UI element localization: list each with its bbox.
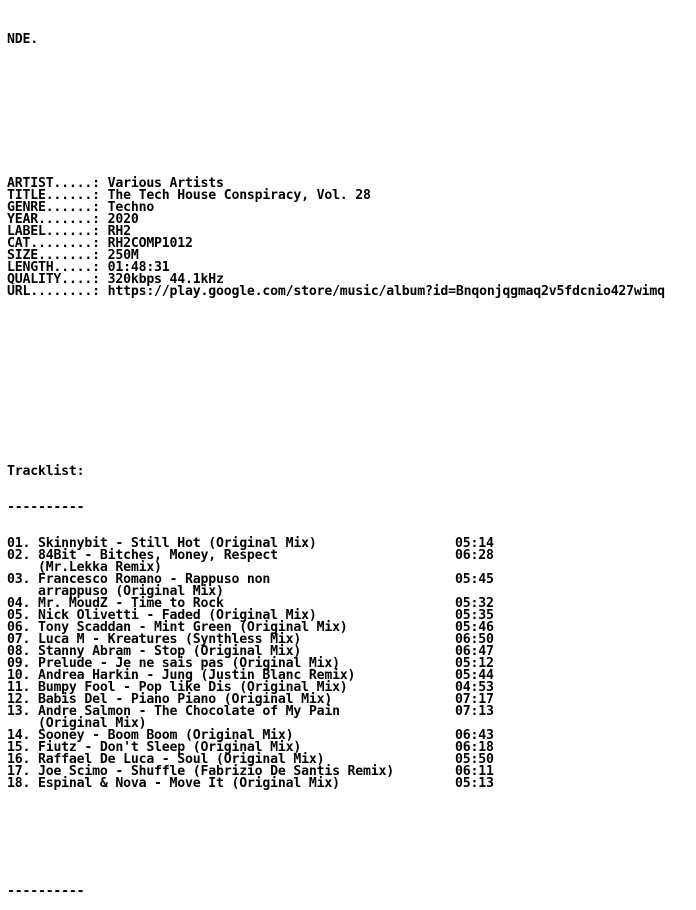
blank-line — [7, 322, 665, 334]
track-title: 84Bit - Bitches, Money, Respect — [37, 548, 278, 563]
blank-line — [7, 142, 665, 154]
track-row — [7, 574, 665, 586]
track-duration: 05:12 — [455, 656, 494, 671]
track-title-wrap: arrappuso (Original Mix) — [37, 584, 224, 599]
info-key: SIZE.......: — [7, 248, 100, 263]
info-value: RH2COMP1012 — [107, 236, 193, 251]
blank-line — [7, 358, 665, 370]
blank-line — [7, 850, 665, 862]
track-number: 12. — [7, 692, 31, 707]
track-title-wrap: (Original Mix) — [37, 716, 147, 731]
blank-line — [7, 814, 665, 826]
tracklist-rule: ---------- — [7, 500, 85, 515]
track-title: Stanny Abram - Stop (Original Mix) — [37, 644, 302, 659]
track-title: Sooney - Boom Boom (Original Mix) — [37, 728, 294, 743]
track-number: 18. — [7, 776, 31, 791]
track-duration: 05:13 — [455, 776, 494, 791]
blank-line — [7, 394, 665, 406]
track-title: Espinal & Nova - Move It (Original Mix) — [37, 776, 340, 791]
info-key: QUALITY....: — [7, 272, 100, 287]
track-duration: 05:44 — [455, 668, 494, 683]
track-title: Andrea Harkin - Jung (Justin Blanc Remix) — [37, 668, 356, 683]
info-value: The Tech House Conspiracy, Vol. 28 — [107, 188, 371, 203]
track-duration: 05:46 — [455, 620, 494, 635]
tracklist — [7, 538, 665, 790]
info-key: ARTIST.....: — [7, 176, 100, 191]
track-duration: 06:11 — [455, 764, 494, 779]
track-title: Nick Olivetti - Faded (Original Mix) — [37, 608, 317, 623]
info-value: RH2 — [107, 224, 131, 239]
track-duration: 05:32 — [455, 596, 494, 611]
track-title-wrap: (Mr.Lekka Remix) — [37, 560, 162, 575]
track-title: Mr. MoudZ - Time to Rock — [37, 596, 224, 611]
track-number: 06. — [7, 620, 31, 635]
track-duration: 05:35 — [455, 608, 494, 623]
release-info — [7, 178, 665, 298]
track-duration: 06:47 — [455, 644, 494, 659]
track-title: Francesco Romano - Rappuso non — [37, 572, 271, 587]
track-number: 02. — [7, 548, 31, 563]
track-title: Joe Scimo - Shuffle (Fabrizio De Santis Remix) — [37, 764, 394, 779]
track-number: 13. — [7, 704, 31, 719]
info-key: LABEL......: — [7, 224, 100, 239]
track-number: 03. — [7, 572, 31, 587]
track-duration: 06:43 — [455, 728, 494, 743]
info-key: GENRE......: — [7, 200, 100, 215]
track-duration: 06:28 — [455, 548, 494, 563]
track-duration: 05:14 — [455, 536, 494, 551]
info-line — [7, 286, 665, 298]
track-title: Luca M - Kreatures (Synthless Mix) — [37, 632, 302, 647]
info-value: 320kbps 44.1kHz — [107, 272, 224, 287]
track-row — [7, 778, 665, 790]
track-title: Bumpy Fool - Pop like Dis (Original Mix) — [37, 680, 348, 695]
info-key: YEAR.......: — [7, 212, 100, 227]
track-row — [7, 550, 665, 562]
info-value: Techno — [107, 200, 155, 215]
track-number: 09. — [7, 656, 31, 671]
info-key: TITLE......: — [7, 188, 100, 203]
header-line: NDE. — [7, 32, 38, 47]
info-value: Various Artists — [107, 176, 224, 191]
info-key: URL........: — [7, 284, 100, 299]
track-title: Andre Salmon - The Chocolate of My Pain — [37, 704, 340, 719]
blank-line — [7, 106, 665, 118]
track-title: Raffael De Luca - Soul (Original Mix) — [37, 752, 325, 767]
track-duration: 07:13 — [455, 704, 494, 719]
track-duration: 06:18 — [455, 740, 494, 755]
track-title: Tony Scaddan - Mint Green (Original Mix) — [37, 620, 348, 635]
info-key: CAT........: — [7, 236, 100, 251]
track-number: 15. — [7, 740, 31, 755]
tracklist-heading: Tracklist: — [7, 464, 85, 479]
track-number: 14. — [7, 728, 31, 743]
track-number: 10. — [7, 668, 31, 683]
footer-rule: ---------- — [7, 884, 85, 899]
track-duration: 05:45 — [455, 572, 494, 587]
info-value: https://play.google.com/store/music/album?id=Bnqonjqgmaq2v5fdcnio427wimq — [107, 284, 665, 299]
nfo-text — [7, 10, 665, 910]
info-value: 2020 — [107, 212, 139, 227]
track-number: 08. — [7, 644, 31, 659]
info-value: 01:48:31 — [107, 260, 170, 275]
track-duration: 06:50 — [455, 632, 494, 647]
track-duration: 04:53 — [455, 680, 494, 695]
blank-line — [7, 430, 665, 442]
track-number: 04. — [7, 596, 31, 611]
track-duration: 05:50 — [455, 752, 494, 767]
track-title: Fiutz - Don't Sleep (Original Mix) — [37, 740, 302, 755]
track-number: 11. — [7, 680, 31, 695]
track-title: Prelude - Je ne sais pas (Original Mix) — [37, 656, 340, 671]
track-number: 01. — [7, 536, 31, 551]
track-duration: 07:17 — [455, 692, 494, 707]
blank-line — [7, 70, 665, 82]
track-number: 07. — [7, 632, 31, 647]
track-number: 17. — [7, 764, 31, 779]
track-title: Babis Del - Piano Piano (Original Mix) — [37, 692, 333, 707]
track-number: 05. — [7, 608, 31, 623]
track-title: Skinnybit - Still Hot (Original Mix) — [37, 536, 317, 551]
track-number: 16. — [7, 752, 31, 767]
info-value: 250M — [107, 248, 139, 263]
track-row — [7, 706, 665, 718]
info-key: LENGTH.....: — [7, 260, 100, 275]
